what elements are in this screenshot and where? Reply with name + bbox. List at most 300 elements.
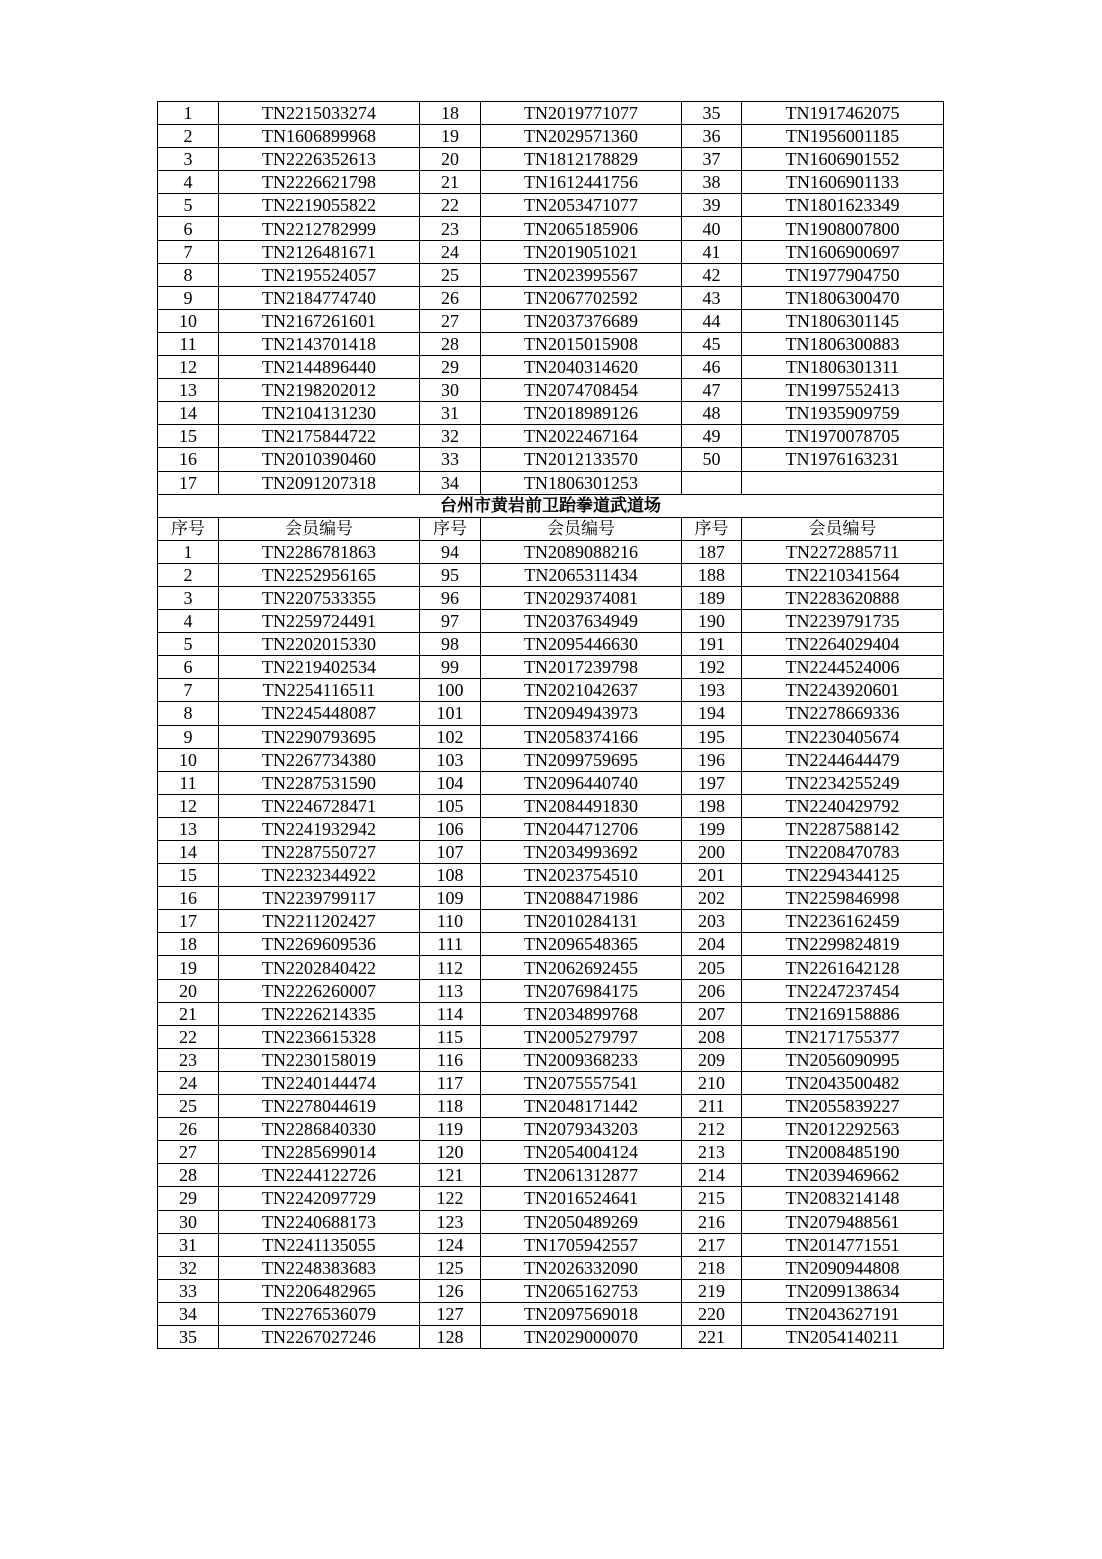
serial-cell: 18	[420, 102, 481, 125]
member-id-cell: TN2079343203	[481, 1118, 682, 1141]
serial-cell: 11	[158, 332, 219, 355]
member-id-cell: TN2254116511	[219, 679, 420, 702]
table-row	[158, 425, 944, 448]
member-id-cell: TN2276536079	[219, 1302, 420, 1325]
column-header: 会员编号	[219, 517, 420, 540]
serial-cell: 14	[158, 841, 219, 864]
member-id-cell: TN2252956165	[219, 563, 420, 586]
serial-cell: 190	[682, 610, 742, 633]
serial-cell: 48	[682, 402, 742, 425]
member-id-cell: TN1806301311	[742, 356, 944, 379]
serial-cell: 20	[158, 979, 219, 1002]
serial-cell: 195	[682, 725, 742, 748]
member-id-cell: TN2278044619	[219, 1095, 420, 1118]
serial-cell: 109	[420, 887, 481, 910]
serial-cell: 15	[158, 425, 219, 448]
section-title: 台州市黄岩前卫跆拳道武道场	[158, 494, 944, 517]
member-id-cell: TN2010284131	[481, 910, 682, 933]
serial-cell: 217	[682, 1233, 742, 1256]
serial-cell: 123	[420, 1210, 481, 1233]
serial-cell: 106	[420, 817, 481, 840]
member-id-cell: TN1908007800	[742, 217, 944, 240]
member-id-cell: TN2022467164	[481, 425, 682, 448]
member-id-cell: TN1606900697	[742, 240, 944, 263]
serial-cell: 110	[420, 910, 481, 933]
member-id-cell: TN2287588142	[742, 817, 944, 840]
serial-cell: 193	[682, 679, 742, 702]
member-id-cell: TN2012292563	[742, 1118, 944, 1141]
member-id-cell: TN1812178829	[481, 148, 682, 171]
table-row	[158, 817, 944, 840]
table-row	[158, 1002, 944, 1025]
member-id-cell: TN2019771077	[481, 102, 682, 125]
member-id-cell: TN2239799117	[219, 887, 420, 910]
serial-cell: 37	[682, 148, 742, 171]
member-id-cell: TN2053471077	[481, 194, 682, 217]
serial-cell: 219	[682, 1279, 742, 1302]
serial-cell: 119	[420, 1118, 481, 1141]
serial-cell: 121	[420, 1164, 481, 1187]
member-id-cell: TN2099138634	[742, 1279, 944, 1302]
member-id-cell: TN2269609536	[219, 933, 420, 956]
serial-cell: 5	[158, 194, 219, 217]
member-id-cell	[742, 471, 944, 494]
serial-cell: 30	[158, 1210, 219, 1233]
member-id-cell: TN1806301253	[481, 471, 682, 494]
serial-cell: 115	[420, 1025, 481, 1048]
member-id-cell: TN2207533355	[219, 586, 420, 609]
member-id-cell: TN2226621798	[219, 171, 420, 194]
serial-cell: 213	[682, 1141, 742, 1164]
member-id-cell: TN2171755377	[742, 1025, 944, 1048]
header-row	[158, 517, 944, 540]
serial-cell: 3	[158, 586, 219, 609]
serial-cell: 35	[158, 1325, 219, 1348]
serial-cell: 49	[682, 425, 742, 448]
member-id-cell: TN2015015908	[481, 332, 682, 355]
serial-cell: 46	[682, 356, 742, 379]
member-id-cell: TN1705942557	[481, 1233, 682, 1256]
serial-cell: 9	[158, 725, 219, 748]
member-id-cell: TN2286781863	[219, 540, 420, 563]
table-row	[158, 771, 944, 794]
member-id-cell: TN1606901133	[742, 171, 944, 194]
serial-cell: 32	[420, 425, 481, 448]
member-id-cell: TN2096440740	[481, 771, 682, 794]
serial-cell: 215	[682, 1187, 742, 1210]
serial-cell: 126	[420, 1279, 481, 1302]
member-id-cell: TN2206482965	[219, 1279, 420, 1302]
member-id-cell: TN2202840422	[219, 956, 420, 979]
member-id-cell: TN2278669336	[742, 702, 944, 725]
member-id-cell: TN1956001185	[742, 125, 944, 148]
table-row	[158, 540, 944, 563]
member-id-cell: TN2055839227	[742, 1095, 944, 1118]
member-id-cell: TN1606901552	[742, 148, 944, 171]
member-id-cell: TN2226214335	[219, 1002, 420, 1025]
member-id-cell: TN2247237454	[742, 979, 944, 1002]
table-row	[158, 309, 944, 332]
serial-cell: 218	[682, 1256, 742, 1279]
member-id-cell: TN2241135055	[219, 1233, 420, 1256]
member-id-cell: TN1801623349	[742, 194, 944, 217]
serial-cell: 45	[682, 332, 742, 355]
serial-cell: 31	[158, 1233, 219, 1256]
member-id-cell: TN2037634949	[481, 610, 682, 633]
member-id-cell: TN2054140211	[742, 1325, 944, 1348]
table-row	[158, 979, 944, 1002]
member-id-cell: TN2026332090	[481, 1256, 682, 1279]
serial-cell: 107	[420, 841, 481, 864]
serial-cell: 21	[158, 1002, 219, 1025]
table-row	[158, 125, 944, 148]
serial-cell: 101	[420, 702, 481, 725]
member-id-cell: TN2040314620	[481, 356, 682, 379]
table-row	[158, 864, 944, 887]
serial-cell: 118	[420, 1095, 481, 1118]
member-id-cell: TN2075557541	[481, 1071, 682, 1094]
member-id-cell: TN2008485190	[742, 1141, 944, 1164]
member-id-cell: TN2095446630	[481, 633, 682, 656]
member-id-cell: TN2240688173	[219, 1210, 420, 1233]
member-id-cell: TN2241932942	[219, 817, 420, 840]
serial-cell: 3	[158, 148, 219, 171]
table-row	[158, 725, 944, 748]
member-id-cell: TN1970078705	[742, 425, 944, 448]
member-id-cell: TN2299824819	[742, 933, 944, 956]
serial-cell: 24	[158, 1071, 219, 1094]
table-row	[158, 910, 944, 933]
member-id-cell: TN2029374081	[481, 586, 682, 609]
section-title-row	[158, 494, 944, 517]
serial-cell: 12	[158, 794, 219, 817]
member-id-cell: TN2099759695	[481, 748, 682, 771]
member-id-cell: TN2097569018	[481, 1302, 682, 1325]
table-row	[158, 1302, 944, 1325]
member-id-cell: TN2232344922	[219, 864, 420, 887]
member-id-cell: TN2239791735	[742, 610, 944, 633]
serial-cell: 192	[682, 656, 742, 679]
column-header: 会员编号	[742, 517, 944, 540]
serial-cell: 17	[158, 910, 219, 933]
serial-cell: 22	[158, 1025, 219, 1048]
member-table-body	[158, 102, 944, 1349]
serial-cell: 2	[158, 125, 219, 148]
member-id-cell: TN2096548365	[481, 933, 682, 956]
member-id-cell: TN2259724491	[219, 610, 420, 633]
member-id-cell: TN2211202427	[219, 910, 420, 933]
member-id-cell: TN2017239798	[481, 656, 682, 679]
serial-cell: 19	[158, 956, 219, 979]
member-id-cell: TN2264029404	[742, 633, 944, 656]
column-header: 序号	[158, 517, 219, 540]
member-id-cell: TN2034993692	[481, 841, 682, 864]
serial-cell: 16	[158, 448, 219, 471]
serial-cell: 34	[158, 1302, 219, 1325]
serial-cell: 10	[158, 748, 219, 771]
serial-cell: 203	[682, 910, 742, 933]
table-row	[158, 1141, 944, 1164]
member-id-cell: TN2062692455	[481, 956, 682, 979]
member-id-cell: TN2246728471	[219, 794, 420, 817]
member-id-cell: TN1977904750	[742, 263, 944, 286]
member-id-cell: TN2212782999	[219, 217, 420, 240]
table-row	[158, 148, 944, 171]
table-row	[158, 586, 944, 609]
serial-cell: 6	[158, 656, 219, 679]
table-row	[158, 217, 944, 240]
member-id-cell: TN2234255249	[742, 771, 944, 794]
serial-cell: 127	[420, 1302, 481, 1325]
serial-cell: 216	[682, 1210, 742, 1233]
serial-cell: 28	[158, 1164, 219, 1187]
member-id-cell: TN2240429792	[742, 794, 944, 817]
member-id-cell: TN2248383683	[219, 1256, 420, 1279]
member-id-cell: TN2061312877	[481, 1164, 682, 1187]
serial-cell: 198	[682, 794, 742, 817]
serial-cell: 11	[158, 771, 219, 794]
member-id-cell: TN2048171442	[481, 1095, 682, 1118]
serial-cell: 47	[682, 379, 742, 402]
serial-cell: 36	[682, 125, 742, 148]
member-id-cell: TN2215033274	[219, 102, 420, 125]
table-row	[158, 1095, 944, 1118]
serial-cell: 128	[420, 1325, 481, 1348]
serial-cell: 33	[158, 1279, 219, 1302]
table-row	[158, 448, 944, 471]
serial-cell: 221	[682, 1325, 742, 1348]
member-id-cell: TN1935909759	[742, 402, 944, 425]
serial-cell: 208	[682, 1025, 742, 1048]
member-id-cell: TN2283620888	[742, 586, 944, 609]
table-row	[158, 610, 944, 633]
serial-cell: 97	[420, 610, 481, 633]
serial-cell: 26	[158, 1118, 219, 1141]
member-id-cell: TN2084491830	[481, 794, 682, 817]
member-id-cell: TN2245448087	[219, 702, 420, 725]
serial-cell: 117	[420, 1071, 481, 1094]
serial-cell: 10	[158, 309, 219, 332]
serial-cell: 38	[682, 171, 742, 194]
serial-cell: 6	[158, 217, 219, 240]
member-id-cell: TN2143701418	[219, 332, 420, 355]
serial-cell: 8	[158, 702, 219, 725]
member-id-cell: TN2043627191	[742, 1302, 944, 1325]
member-id-cell: TN2267027246	[219, 1325, 420, 1348]
serial-cell: 27	[158, 1141, 219, 1164]
serial-cell: 202	[682, 887, 742, 910]
member-id-cell: TN2016524641	[481, 1187, 682, 1210]
serial-cell: 16	[158, 887, 219, 910]
table-row	[158, 1118, 944, 1141]
serial-cell: 206	[682, 979, 742, 1002]
member-id-cell: TN2050489269	[481, 1210, 682, 1233]
table-row	[158, 1279, 944, 1302]
table-row	[158, 171, 944, 194]
serial-cell: 4	[158, 171, 219, 194]
member-id-cell: TN2056090995	[742, 1048, 944, 1071]
member-id-cell: TN1976163231	[742, 448, 944, 471]
member-id-cell: TN2285699014	[219, 1141, 420, 1164]
member-id-cell: TN2065185906	[481, 217, 682, 240]
serial-cell: 13	[158, 379, 219, 402]
serial-cell: 29	[420, 356, 481, 379]
member-id-cell: TN2065162753	[481, 1279, 682, 1302]
table-row	[158, 656, 944, 679]
member-id-cell: TN2079488561	[742, 1210, 944, 1233]
member-id-cell: TN2195524057	[219, 263, 420, 286]
member-id-cell: TN2244122726	[219, 1164, 420, 1187]
member-id-cell: TN2294344125	[742, 864, 944, 887]
serial-cell: 114	[420, 1002, 481, 1025]
serial-cell: 200	[682, 841, 742, 864]
table-row	[158, 563, 944, 586]
member-id-cell: TN2021042637	[481, 679, 682, 702]
serial-cell	[682, 471, 742, 494]
serial-cell: 26	[420, 286, 481, 309]
member-id-cell: TN2259846998	[742, 887, 944, 910]
table-row	[158, 286, 944, 309]
table-row	[158, 194, 944, 217]
serial-cell: 17	[158, 471, 219, 494]
serial-cell: 189	[682, 586, 742, 609]
table-row	[158, 356, 944, 379]
table-row	[158, 379, 944, 402]
table-row	[158, 633, 944, 656]
member-id-cell: TN2286840330	[219, 1118, 420, 1141]
member-id-cell: TN2058374166	[481, 725, 682, 748]
serial-cell: 4	[158, 610, 219, 633]
member-id-cell: TN1606899968	[219, 125, 420, 148]
member-id-cell: TN2012133570	[481, 448, 682, 471]
member-id-cell: TN2287550727	[219, 841, 420, 864]
serial-cell: 20	[420, 148, 481, 171]
member-id-cell: TN2043500482	[742, 1071, 944, 1094]
table-row	[158, 841, 944, 864]
serial-cell: 18	[158, 933, 219, 956]
serial-cell: 25	[158, 1095, 219, 1118]
serial-cell: 50	[682, 448, 742, 471]
serial-cell: 9	[158, 286, 219, 309]
member-id-cell: TN2029000070	[481, 1325, 682, 1348]
member-id-cell: TN2065311434	[481, 563, 682, 586]
member-id-cell: TN1612441756	[481, 171, 682, 194]
member-id-cell: TN2290793695	[219, 725, 420, 748]
table-row	[158, 956, 944, 979]
member-id-cell: TN2076984175	[481, 979, 682, 1002]
serial-cell: 95	[420, 563, 481, 586]
serial-cell: 108	[420, 864, 481, 887]
member-id-cell: TN2202015330	[219, 633, 420, 656]
member-id-cell: TN2005279797	[481, 1025, 682, 1048]
serial-cell: 116	[420, 1048, 481, 1071]
serial-cell: 8	[158, 263, 219, 286]
member-id-cell: TN2074708454	[481, 379, 682, 402]
member-id-cell: TN2029571360	[481, 125, 682, 148]
serial-cell: 15	[158, 864, 219, 887]
serial-cell: 125	[420, 1256, 481, 1279]
member-id-cell: TN2243920601	[742, 679, 944, 702]
serial-cell: 41	[682, 240, 742, 263]
member-id-cell: TN2226260007	[219, 979, 420, 1002]
serial-cell: 187	[682, 540, 742, 563]
serial-cell: 205	[682, 956, 742, 979]
serial-cell: 122	[420, 1187, 481, 1210]
member-id-cell: TN2018989126	[481, 402, 682, 425]
member-id-cell: TN2272885711	[742, 540, 944, 563]
serial-cell: 112	[420, 956, 481, 979]
serial-cell: 43	[682, 286, 742, 309]
table-row	[158, 1071, 944, 1094]
member-id-cell: TN2219402534	[219, 656, 420, 679]
column-header: 序号	[420, 517, 481, 540]
serial-cell: 194	[682, 702, 742, 725]
member-id-cell: TN2089088216	[481, 540, 682, 563]
member-id-cell: TN2236615328	[219, 1025, 420, 1048]
member-id-cell: TN2054004124	[481, 1141, 682, 1164]
serial-cell: 1	[158, 102, 219, 125]
serial-cell: 40	[682, 217, 742, 240]
serial-cell: 100	[420, 679, 481, 702]
serial-cell: 113	[420, 979, 481, 1002]
serial-cell: 209	[682, 1048, 742, 1071]
member-id-cell: TN2242097729	[219, 1187, 420, 1210]
column-header: 会员编号	[481, 517, 682, 540]
member-id-cell: TN2090944808	[742, 1256, 944, 1279]
serial-cell: 204	[682, 933, 742, 956]
serial-cell: 104	[420, 771, 481, 794]
serial-cell: 39	[682, 194, 742, 217]
member-id-cell: TN2267734380	[219, 748, 420, 771]
serial-cell: 103	[420, 748, 481, 771]
serial-cell: 207	[682, 1002, 742, 1025]
serial-cell: 29	[158, 1187, 219, 1210]
serial-cell: 102	[420, 725, 481, 748]
member-id-cell: TN1806300470	[742, 286, 944, 309]
table-row	[158, 102, 944, 125]
member-id-cell: TN2198202012	[219, 379, 420, 402]
member-id-cell: TN2226352613	[219, 148, 420, 171]
member-id-cell: TN2244524006	[742, 656, 944, 679]
member-id-cell: TN2104131230	[219, 402, 420, 425]
member-id-cell: TN2023754510	[481, 864, 682, 887]
member-id-cell: TN2126481671	[219, 240, 420, 263]
member-table	[157, 101, 944, 1349]
table-row	[158, 332, 944, 355]
member-id-cell: TN2091207318	[219, 471, 420, 494]
serial-cell: 220	[682, 1302, 742, 1325]
member-id-cell: TN2219055822	[219, 194, 420, 217]
member-id-cell: TN2167261601	[219, 309, 420, 332]
member-id-cell: TN2244644479	[742, 748, 944, 771]
member-id-cell: TN2287531590	[219, 771, 420, 794]
serial-cell: 120	[420, 1141, 481, 1164]
serial-cell: 13	[158, 817, 219, 840]
serial-cell: 22	[420, 194, 481, 217]
table-row	[158, 933, 944, 956]
serial-cell: 96	[420, 586, 481, 609]
serial-cell: 197	[682, 771, 742, 794]
table-row	[158, 1025, 944, 1048]
table-row	[158, 402, 944, 425]
serial-cell: 94	[420, 540, 481, 563]
serial-cell: 25	[420, 263, 481, 286]
serial-cell: 27	[420, 309, 481, 332]
member-id-cell: TN2236162459	[742, 910, 944, 933]
table-row	[158, 1256, 944, 1279]
table-row	[158, 794, 944, 817]
serial-cell: 201	[682, 864, 742, 887]
